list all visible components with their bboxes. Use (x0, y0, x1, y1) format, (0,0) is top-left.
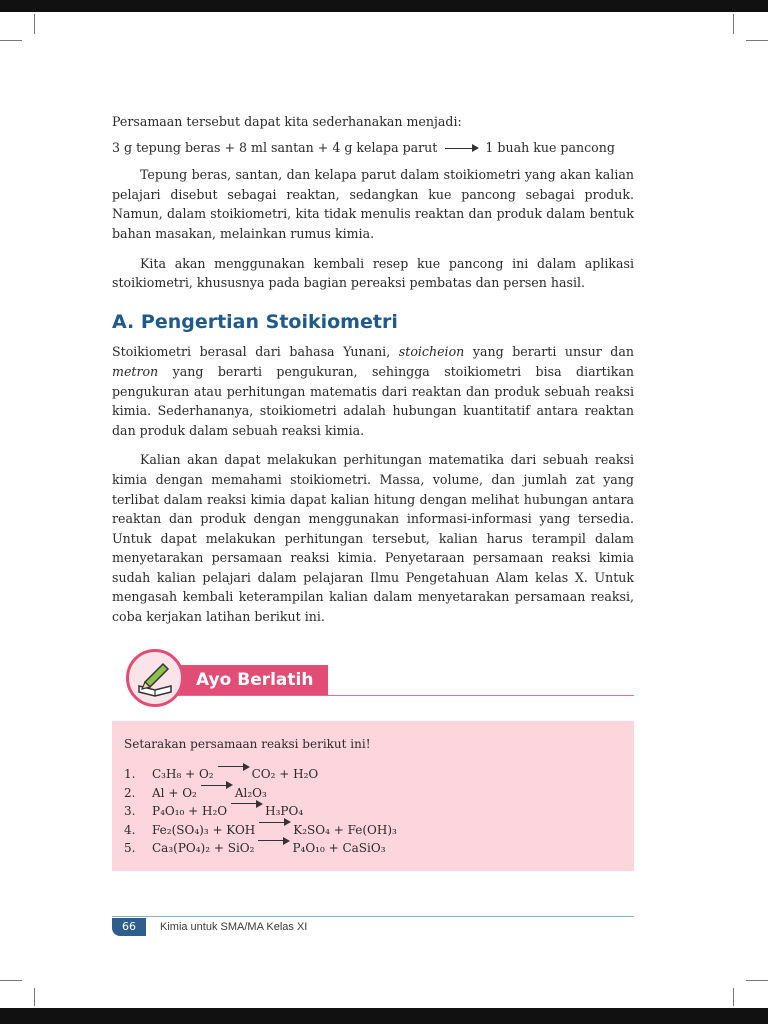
crop-mark (34, 988, 35, 1006)
reaction-left: Ca₃(PO₄)₂ + SiO₂ (152, 841, 255, 856)
term-metron: metron (112, 363, 159, 379)
intro-paragraph: Kita akan menggunakan kembali resep kue pancong ini dalam aplikasi stoikiometri, khususnya pada bagian pereaksi pembatas dan persen hasil. (112, 255, 634, 291)
reaction-right: Al₂O₃ (234, 785, 267, 800)
crop-mark (0, 980, 22, 981)
page-number: 66 (112, 918, 146, 936)
reaction-arrow-icon (218, 766, 248, 767)
crop-mark (733, 14, 734, 34)
list-item (124, 785, 622, 802)
text-run: Stoikiometri berasal dari bahasa Yunani, (112, 344, 399, 360)
footer-rule (112, 916, 634, 917)
crop-mark (0, 40, 22, 41)
list-item (124, 840, 622, 857)
top-scan-border (0, 0, 768, 12)
text-run: yang berarti pengukuran, sehingga stoikiometri bisa diartikan pengukuran atau perhitungan matematis dari reaktan dan produk sebuah reaksi kimia. Sederhananya, stoikiometri adalah hubungan kuantitatif antara reaktan dan produk dalam sebuah reaksi kimia. (112, 363, 634, 438)
text-run: yang berarti unsur dan (464, 344, 634, 360)
definition-paragraph (112, 342, 634, 440)
recipe-equation (112, 138, 634, 158)
list-item (124, 803, 622, 820)
reaction-left: P₄O₁₀ + H₂O (152, 804, 228, 819)
section-heading: A. Pengertian Stoikiometri (112, 310, 398, 333)
crop-mark (733, 988, 734, 1006)
exercise-box (112, 721, 634, 871)
reaction-arrow-icon (201, 785, 231, 786)
header-rule (146, 695, 634, 696)
reaction-arrow-icon (258, 840, 288, 841)
reaction-left: Al + O₂ (152, 785, 197, 800)
reaction-right: CO₂ + H₂O (251, 767, 319, 782)
reaction-right: P₄O₁₀ + CaSiO₃ (292, 841, 386, 856)
list-item (124, 822, 622, 839)
crop-mark (746, 980, 768, 981)
page-content (112, 112, 634, 871)
reaction-left: Fe₂(SO₄)₃ + KOH (152, 822, 256, 837)
exercise-title: Setarakan persamaan reaksi berikut ini! (124, 736, 371, 751)
item-number: 5. (124, 841, 136, 856)
crop-mark (746, 40, 768, 41)
reaction-left: C₃H₈ + O₂ (152, 767, 214, 782)
book-title: Kimia untuk SMA/MA Kelas XI (160, 921, 308, 933)
crop-mark (34, 14, 35, 34)
reaction-right: K₂SO₄ + Fe(OH)₃ (293, 822, 397, 837)
list-item (124, 766, 622, 783)
reaction-arrow-icon (231, 803, 261, 804)
bottom-scan-border (0, 1008, 768, 1024)
item-number: 2. (124, 785, 136, 800)
item-number: 4. (124, 822, 136, 837)
exercise-badge: Ayo Berlatih (134, 665, 328, 695)
item-number: 1. (124, 767, 136, 782)
intro-line: Persamaan tersebut dapat kita sederhanakan menjadi: (112, 114, 462, 129)
pencil-book-icon (126, 649, 184, 707)
reaction-arrow-icon (259, 822, 289, 823)
item-number: 3. (124, 804, 136, 819)
equation-reactants: 3 g tepung beras + 8 ml santan + 4 g kelapa parut (112, 139, 438, 155)
term-stoicheion: stoicheion (398, 344, 465, 360)
exercise-header (112, 649, 634, 713)
body-paragraph: Kalian akan dapat melakukan perhitungan matematika dari sebuah reaksi kimia dengan memahami stoikiometri. Massa, volume, dan jumlah zat yang terlibat dalam reaksi kimia dapat kalian hitung dengan melihat hubungan antara reaktan dan produk dengan menggunakan informasi-informasi yang tersedia. Untuk dapat melakukan perhitungan tersebut, kalian harus terampil dalam menyetarakan persamaan reaksi kimia. Penyetaraan persamaan reaksi kimia sudah kalian pelajari dalam pelajaran Ilmu Pengetahuan Alam kelas X. Untuk mengasah kembali keterampilan kalian dalam menyetarakan persamaan reaksi, coba kerjakan latihan berikut ini. (112, 452, 634, 625)
intro-paragraph: Tepung beras, santan, dan kelapa parut dalam stoikiometri yang akan kalian pelajari disebut sebagai reaktan, sedangkan kue pancong sebagai produk. Namun, dalam stoikiometri, kita tidak menulis reaktan dan produk dalam bentuk bahan masakan, melainkan rumus kimia. (112, 167, 634, 241)
reaction-right: H₃PO₄ (265, 804, 304, 819)
equation-product: 1 buah kue pancong (485, 139, 615, 155)
reaction-arrow-icon (445, 148, 477, 149)
